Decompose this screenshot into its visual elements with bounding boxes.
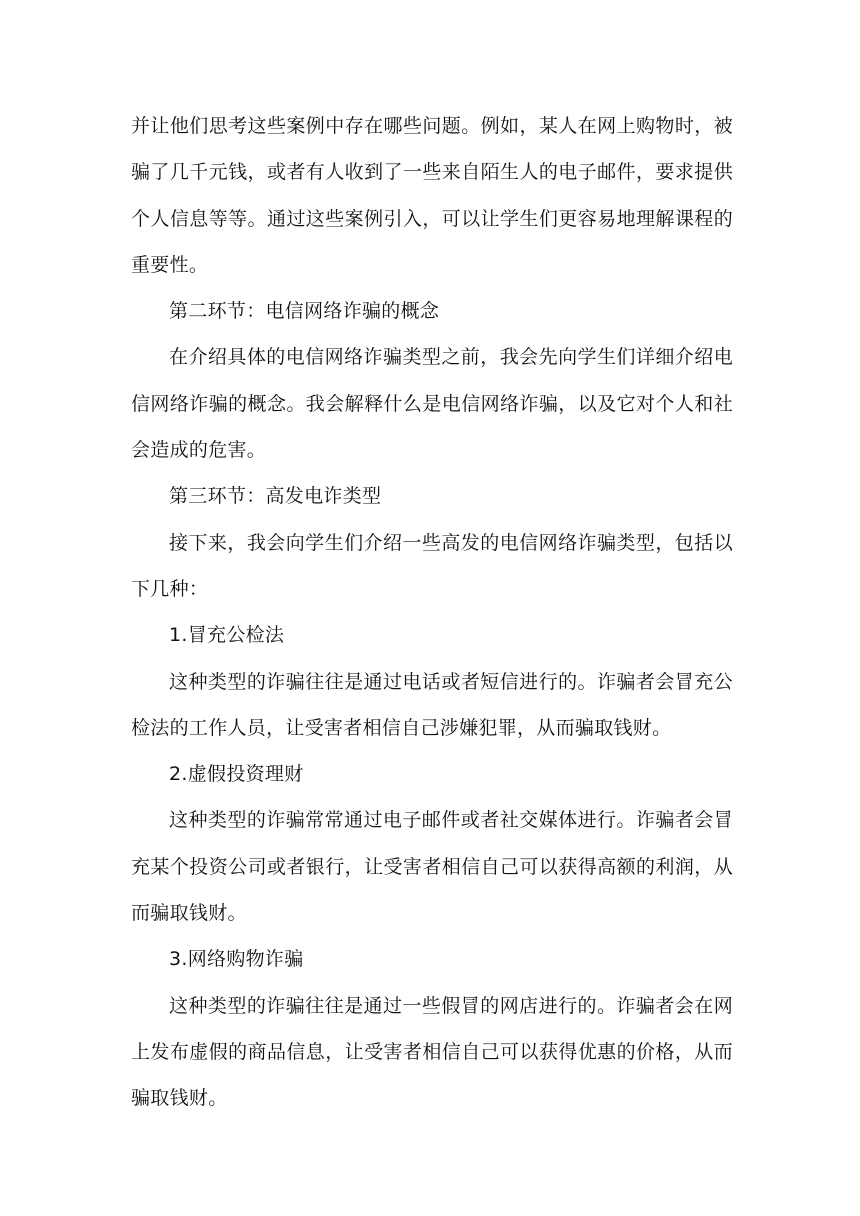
heading-section-3: 第三环节：高发电诈类型 (169, 485, 382, 508)
paragraph-concept: 在介绍具体的电信网络诈骗类型之前，我会先向学生们详细介绍电信网络诈骗的概念。我会解释什么是电信网络诈骗，以及它对个人和社会造成的危害。 (131, 346, 733, 462)
list-heading-2: 2.虚假投资理财 (169, 763, 304, 786)
list-heading-3: 3.网络购物诈骗 (169, 948, 304, 971)
paragraph-types-intro: 接下来，我会向学生们介绍一些高发的电信网络诈骗类型，包括以下几种： (131, 531, 733, 600)
heading-section-2: 第二环节：电信网络诈骗的概念 (169, 300, 440, 323)
list-heading-1: 1.冒充公检法 (169, 624, 285, 647)
document-body (131, 103, 733, 1122)
paragraph-intro-cases: 并让他们思考这些案例中存在哪些问题。例如，某人在网上购物时，被骗了几千元钱，或者有人收到了一些来自陌生人的电子邮件，要求提供个人信息等等。通过这些案例引入，可以让学生们更容易地理解课程的重要性。 (131, 115, 733, 276)
paragraph-type-1: 这种类型的诈骗往往是通过电话或者短信进行的。诈骗者会冒充公检法的工作人员，让受害者相信自己涉嫌犯罪，从而骗取钱财。 (131, 670, 733, 739)
paragraph-type-3: 这种类型的诈骗往往是通过一些假冒的网店进行的。诈骗者会在网上发布虚假的商品信息，让受害者相信自己可以获得优惠的价格，从而骗取钱财。 (131, 994, 733, 1110)
paragraph-type-2: 这种类型的诈骗常常通过电子邮件或者社交媒体进行。诈骗者会冒充某个投资公司或者银行，让受害者相信自己可以获得高额的利润，从而骗取钱财。 (131, 809, 733, 925)
